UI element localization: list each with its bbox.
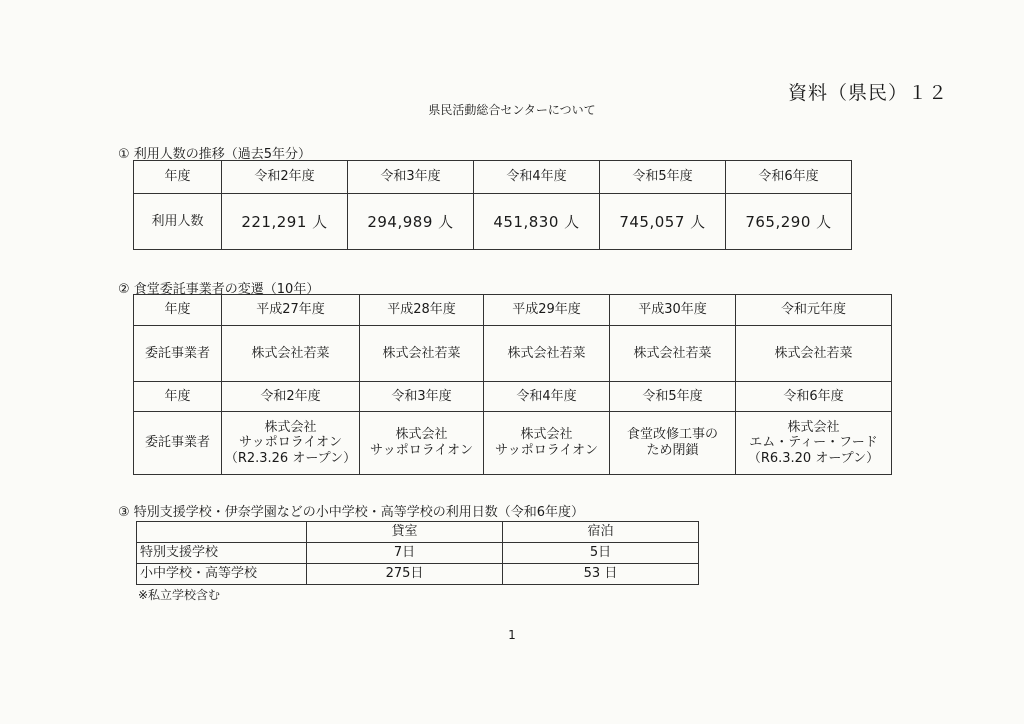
row-header-year: 年度 (134, 161, 222, 194)
users-cell: 294,989 人 (348, 194, 474, 250)
usage-days-row (137, 564, 699, 585)
stay-days-cell: 5日 (503, 543, 699, 564)
column-header-rental: 貸室 (307, 522, 503, 543)
contractor-line: サッポロライオン (370, 443, 473, 458)
contractor-line: 株式会社 (520, 427, 573, 443)
contractor-cell: 株式会社若菜 (360, 326, 484, 382)
year-cell: 令和6年度 (726, 161, 852, 194)
section1-heading: ① 利用人数の推移（過去5年分） (118, 147, 312, 162)
year-cell: 平成29年度 (484, 295, 610, 326)
contractor-table-year-row-a (134, 295, 892, 326)
document-title: 県民活動総合センターについて (428, 103, 596, 117)
users-cell: 221,291 人 (222, 194, 348, 250)
contractor-line: ため閉鎖 (646, 443, 699, 458)
empty-header-cell (137, 522, 307, 543)
contractor-cell: 株式会社若菜 (736, 326, 892, 382)
usage-days-header-row (137, 522, 699, 543)
year-cell: 平成27年度 (222, 295, 360, 326)
usage-days-table (136, 521, 699, 585)
users-table-count-row (134, 194, 852, 250)
year-cell: 令和3年度 (348, 161, 474, 194)
year-cell: 令和4年度 (484, 382, 610, 412)
usage-days-row (137, 543, 699, 564)
contractor-cell (360, 412, 484, 475)
users-table (133, 160, 852, 250)
contractor-line: エム・ティー・フード (749, 435, 878, 451)
row-label: 小中学校・高等学校 (137, 564, 307, 585)
rental-days-cell: 7日 (307, 543, 503, 564)
contractor-cell (484, 412, 610, 475)
year-cell: 令和5年度 (610, 382, 736, 412)
contractor-line: 株式会社 (264, 419, 317, 435)
contractor-line: （R2.3.26 オープン） (224, 450, 357, 466)
users-cell: 765,290 人 (726, 194, 852, 250)
column-header-stay: 宿泊 (503, 522, 699, 543)
contractor-table (133, 294, 892, 475)
row-header-year: 年度 (134, 382, 222, 412)
users-cell: 451,830 人 (474, 194, 600, 250)
contractor-table-row-b (134, 412, 892, 475)
rental-days-cell: 275日 (307, 564, 503, 585)
contractor-cell (610, 412, 736, 475)
row-header-contractor: 委託事業者 (134, 412, 222, 475)
year-cell: 令和2年度 (222, 161, 348, 194)
page-number: 1 (508, 628, 516, 642)
contractor-line: サッポロライオン (239, 435, 342, 451)
year-cell: 令和4年度 (474, 161, 600, 194)
section2-heading: ② 食堂委託事業者の変遷（10年） (118, 282, 320, 297)
contractor-cell: 株式会社若菜 (610, 326, 736, 382)
contractor-line: 株式会社 (395, 427, 448, 443)
contractor-cell (736, 412, 892, 475)
year-cell: 令和3年度 (360, 382, 484, 412)
users-cell: 745,057 人 (600, 194, 726, 250)
year-cell: 令和5年度 (600, 161, 726, 194)
year-cell: 平成28年度 (360, 295, 484, 326)
contractor-line: 株式会社 (787, 419, 840, 435)
users-table-year-row (134, 161, 852, 194)
contractor-cell: 株式会社若菜 (222, 326, 360, 382)
footnote: ※私立学校含む (138, 588, 221, 602)
year-cell: 令和元年度 (736, 295, 892, 326)
contractor-table-year-row-b (134, 382, 892, 412)
document-label: 資料（県民）１２ (788, 82, 949, 104)
contractor-line: （R6.3.20 オープン） (747, 450, 880, 466)
contractor-cell (222, 412, 360, 475)
row-header-year: 年度 (134, 295, 222, 326)
contractor-cell: 株式会社若菜 (484, 326, 610, 382)
section3-heading: ③ 特別支援学校・伊奈学園などの小中学校・高等学校の利用日数（令和6年度） (118, 505, 585, 520)
contractor-table-row-a (134, 326, 892, 382)
contractor-line: サッポロライオン (495, 443, 598, 458)
row-header-contractor: 委託事業者 (134, 326, 222, 382)
contractor-line: 食堂改修工事の (626, 427, 718, 443)
year-cell: 平成30年度 (610, 295, 736, 326)
row-label: 特別支援学校 (137, 543, 307, 564)
year-cell: 令和2年度 (222, 382, 360, 412)
stay-days-cell: 53 日 (503, 564, 699, 585)
year-cell: 令和6年度 (736, 382, 892, 412)
row-header-users: 利用人数 (134, 194, 222, 250)
